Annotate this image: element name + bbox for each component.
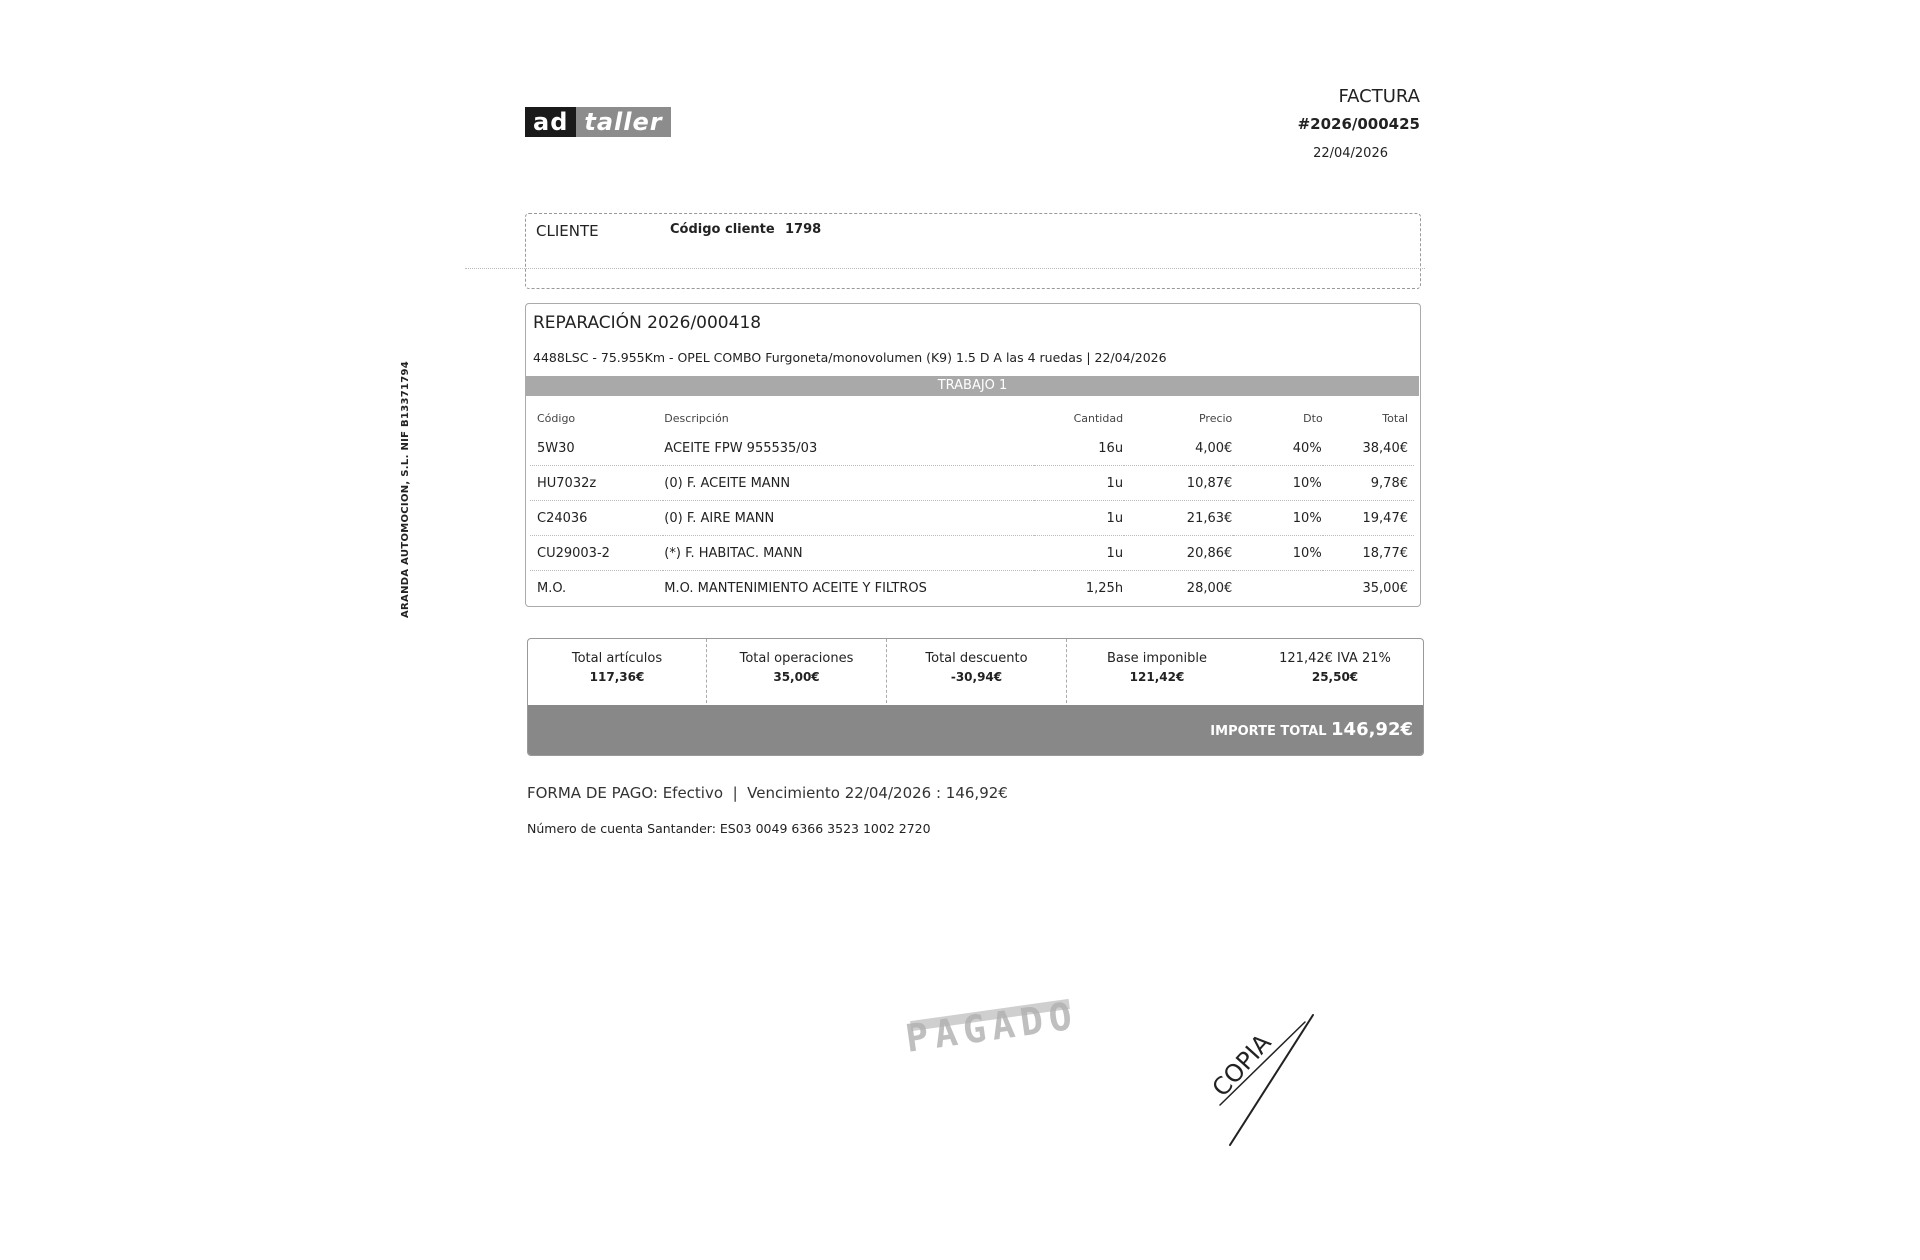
line-total: 18,77€ — [1323, 536, 1414, 571]
client-box — [525, 213, 1421, 289]
payment-terms: FORMA DE PAGO: Efectivo | Vencimiento 22/04/2026 : 146,92€ — [527, 784, 1008, 802]
line-total: 19,47€ — [1323, 501, 1414, 536]
line-price: 21,63€ — [1124, 501, 1233, 536]
line-total: 9,78€ — [1323, 466, 1414, 501]
job-header: TRABAJO 1 — [526, 376, 1419, 396]
line-price: 10,87€ — [1124, 466, 1233, 501]
client-code: 1798 — [785, 222, 822, 237]
svg-text:COPIA: COPIA — [1206, 1028, 1277, 1103]
iva-label: 121,42€ IVA 21% — [1279, 651, 1391, 666]
total-articles-label: Total artículos — [571, 651, 663, 666]
col-total: Total — [1382, 411, 1408, 425]
table-row — [530, 501, 1414, 536]
line-quantity: 1u — [1034, 536, 1124, 571]
bank-account: Número de cuenta Santander: ES03 0049 6366 3523 1002 2720 — [527, 821, 931, 836]
line-discount: 40% — [1233, 431, 1322, 466]
table-row — [530, 571, 1414, 606]
grand-total-value: 146,92€ — [1331, 719, 1413, 740]
invoice-number: #2026/000425 — [1297, 115, 1420, 133]
line-code: HU7032z — [530, 466, 663, 501]
logo-taller: taller — [576, 107, 670, 137]
line-price: 28,00€ — [1186, 580, 1233, 596]
invoice-title: FACTURA — [1338, 86, 1420, 107]
total-operations-label: Total operaciones — [739, 651, 854, 666]
line-items-table — [530, 405, 1414, 605]
logo-ad: ad — [525, 107, 576, 137]
vehicle-description: 4488LSC - 75.955Km - OPEL COMBO Furgoneta/monovolumen (K9) 1.5 D A las 4 ruedas | 22/04/2026 — [533, 350, 1167, 365]
line-description: (0) F. ACEITE MANN — [663, 466, 1034, 501]
line-code: M.O. — [537, 580, 567, 596]
totals-box — [527, 638, 1424, 756]
line-code: C24036 — [530, 501, 663, 536]
col-price: Precio — [1198, 411, 1233, 425]
line-description: (*) F. HABITAC. MANN — [663, 536, 1034, 571]
line-total: 38,40€ — [1323, 431, 1414, 466]
total-discount-value: -30,94€ — [950, 670, 1003, 684]
table-row — [530, 536, 1414, 571]
col-discount: Dto — [1303, 411, 1323, 425]
invoice-date: 22/04/2026 — [1313, 146, 1388, 161]
table-header-row — [530, 405, 1414, 431]
redacted-line — [465, 268, 1425, 269]
paid-stamp: PAGADO — [902, 993, 1081, 1061]
grand-total-label: IMPORTE TOTAL — [1210, 724, 1327, 739]
col-code: Código — [537, 411, 576, 425]
total-operations-value: 35,00€ — [773, 670, 820, 684]
taxable-base-label: Base imponible — [1107, 651, 1207, 666]
line-description: ACEITE FPW 955535/03 — [663, 431, 1034, 466]
grand-total — [1210, 719, 1413, 740]
line-discount: 10% — [1233, 501, 1322, 536]
total-operations — [707, 651, 886, 697]
client-code-label: Código cliente — [670, 222, 775, 237]
line-total: 35,00€ — [1362, 580, 1408, 596]
taxable-base — [1067, 651, 1247, 697]
line-discount — [1233, 571, 1322, 606]
line-price: 20,86€ — [1124, 536, 1233, 571]
grand-total-bar — [528, 705, 1423, 755]
total-discount — [887, 651, 1066, 697]
taxable-base-value: 121,42€ — [1129, 670, 1185, 684]
repair-title: REPARACIÓN 2026/000418 — [533, 313, 762, 333]
line-description: (0) F. AIRE MANN — [663, 501, 1034, 536]
line-code: CU29003-2 — [530, 536, 663, 571]
total-discount-label: Total descuento — [925, 651, 1028, 666]
iva-value: 25,50€ — [1311, 670, 1359, 684]
col-quantity: Cantidad — [1073, 411, 1124, 425]
table-row — [530, 431, 1414, 466]
total-articles-value: 117,36€ — [589, 670, 645, 684]
total-articles — [528, 651, 706, 697]
line-price: 4,00€ — [1124, 431, 1233, 466]
table-row — [530, 466, 1414, 501]
copia-handwritten — [1195, 1005, 1335, 1150]
company-side-text: ARANDA AUTOMOCION, S.L. NIF B13371794 — [400, 360, 411, 618]
line-quantity: 1u — [1034, 501, 1124, 536]
col-description: Descripción — [664, 411, 729, 425]
company-logo — [525, 107, 671, 137]
line-discount: 10% — [1233, 536, 1322, 571]
line-quantity: 1u — [1034, 466, 1124, 501]
line-description: M.O. MANTENIMIENTO ACEITE Y FILTROS — [664, 580, 927, 596]
client-label: CLIENTE — [536, 222, 599, 240]
line-quantity: 16u — [1034, 431, 1124, 466]
line-quantity: 1,25h — [1085, 580, 1124, 596]
line-discount: 10% — [1233, 466, 1322, 501]
line-code: 5W30 — [530, 431, 663, 466]
iva — [1247, 651, 1423, 697]
